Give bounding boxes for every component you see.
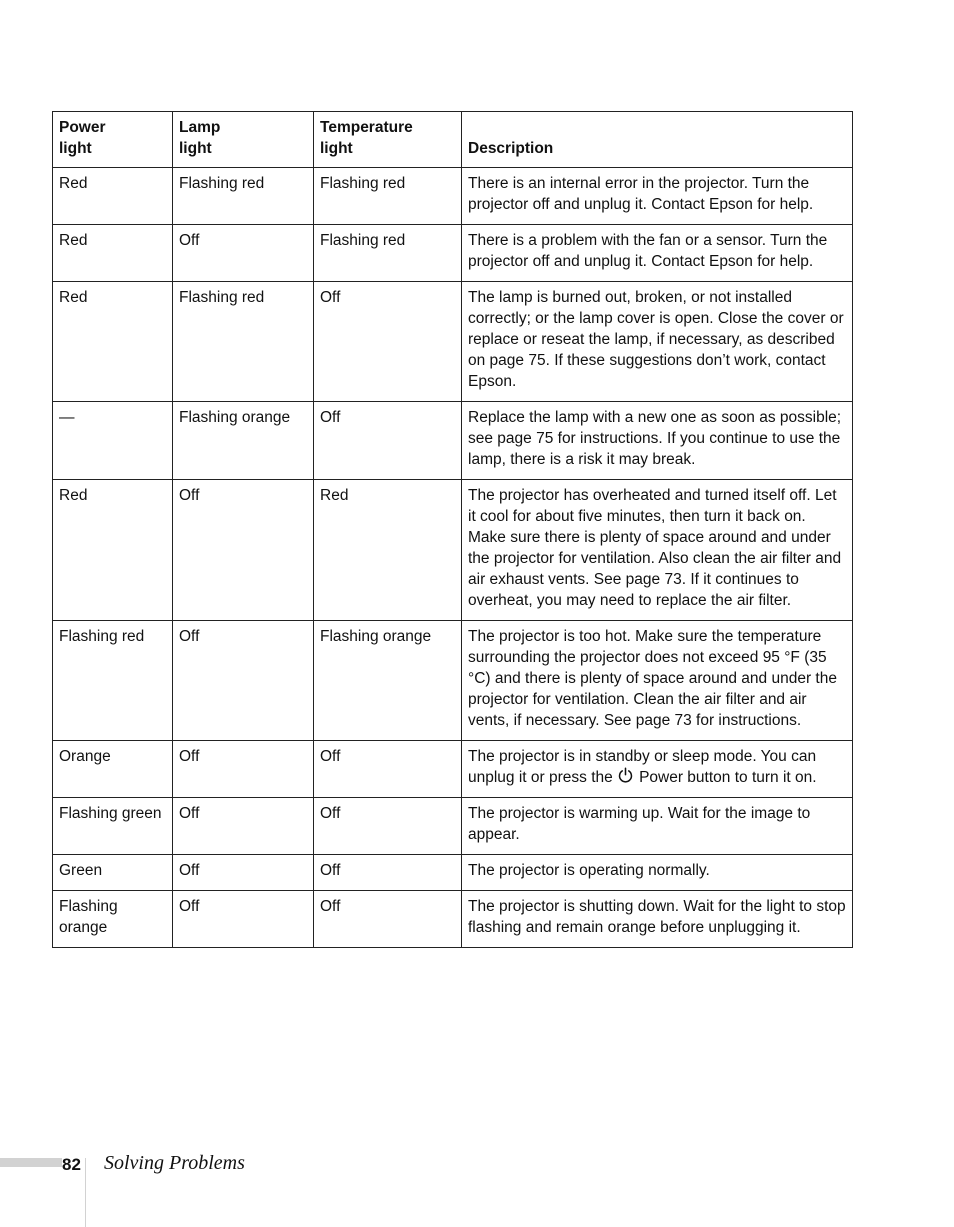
power-symbol-icon <box>617 767 634 784</box>
description-cell: There is an internal error in the projector. Turn the projector off and unplug it. Contact Epson for help. <box>462 168 853 225</box>
temperature-light-cell: Off <box>314 282 462 402</box>
footer-divider <box>85 1158 86 1227</box>
lamp-light-cell: Off <box>173 621 314 741</box>
header-description: Description <box>462 112 853 168</box>
description-cell: Replace the lamp with a new one as soon as possible; see page 75 for instructions. If you continue to use the lamp, there is a risk it may break. <box>462 402 853 480</box>
table-row <box>53 168 853 225</box>
table-header-row <box>53 112 853 168</box>
power-light-cell: Flashing red <box>53 621 173 741</box>
description-cell: The lamp is burned out, broken, or not installed correctly; or the lamp cover is open. Close the cover or replace or reseat the lamp, if necessary, as described on page 75. If these suggestions don’t work, contact Epson. <box>462 282 853 402</box>
lamp-light-cell: Flashing red <box>173 168 314 225</box>
power-light-cell: Flashing green <box>53 798 173 855</box>
table-row <box>53 402 853 480</box>
description-cell: There is a problem with the fan or a sensor. Turn the projector off and unplug it. Contact Epson for help. <box>462 225 853 282</box>
table-row <box>53 855 853 891</box>
temperature-light-cell: Off <box>314 855 462 891</box>
header-lamp-light: Lamp light <box>173 112 314 168</box>
table-row <box>53 480 853 621</box>
power-light-cell: Red <box>53 168 173 225</box>
description-cell: The projector is too hot. Make sure the temperature surrounding the projector does not exceed 95 °F (35 °C) and there is plenty of space around and under the projector for ventilation. Clean the air filter and air vents, if necessary. See page 73 for instructions. <box>462 621 853 741</box>
footer-bar <box>0 1158 62 1167</box>
lamp-light-cell: Off <box>173 480 314 621</box>
lamp-light-cell: Off <box>173 741 314 798</box>
lamp-light-cell: Flashing orange <box>173 402 314 480</box>
power-light-cell: Red <box>53 225 173 282</box>
power-light-cell: Green <box>53 855 173 891</box>
temperature-light-cell: Off <box>314 402 462 480</box>
description-text: button to turn it on. <box>683 769 817 786</box>
power-light-cell: Red <box>53 282 173 402</box>
power-light-cell: Orange <box>53 741 173 798</box>
temperature-light-cell: Off <box>314 741 462 798</box>
lamp-light-cell: Off <box>173 891 314 948</box>
description-cell: The projector is warming up. Wait for the image to appear. <box>462 798 853 855</box>
lamp-light-cell: Flashing red <box>173 282 314 402</box>
description-cell: The projector has overheated and turned itself off. Let it cool for about five minutes, then turn it back on. Make sure there is plenty of space around and under the projector for ventilation. Also clean the air filter and air exhaust vents. See page 73. If it continues to overheat, you may need to replace the air filter. <box>462 480 853 621</box>
power-light-cell: — <box>53 402 173 480</box>
temperature-light-cell: Off <box>314 798 462 855</box>
page-number: 82 <box>62 1155 81 1174</box>
lamp-light-cell: Off <box>173 225 314 282</box>
table-row <box>53 891 853 948</box>
table-row <box>53 282 853 402</box>
description-cell: The projector is operating normally. <box>462 855 853 891</box>
temperature-light-cell: Flashing red <box>314 168 462 225</box>
power-light-cell: Red <box>53 480 173 621</box>
temperature-light-cell: Flashing orange <box>314 621 462 741</box>
table-row <box>53 798 853 855</box>
status-light-table <box>52 111 853 948</box>
table-row <box>53 225 853 282</box>
lamp-light-cell: Off <box>173 798 314 855</box>
description-text: The projector is in standby or sleep mode. You can unplug it or press the <box>468 748 817 786</box>
power-light-cell: Flashing orange <box>53 891 173 948</box>
lamp-light-cell: Off <box>173 855 314 891</box>
temperature-light-cell: Red <box>314 480 462 621</box>
power-button-label: Power <box>639 769 683 786</box>
description-cell: The projector is shutting down. Wait for the light to stop flashing and remain orange before unplugging it. <box>462 891 853 948</box>
temperature-light-cell: Flashing red <box>314 225 462 282</box>
table-row <box>53 741 853 798</box>
section-title: Solving Problems <box>104 1152 245 1174</box>
header-temperature-light: Temperature light <box>314 112 462 168</box>
table-row <box>53 621 853 741</box>
temperature-light-cell: Off <box>314 891 462 948</box>
description-cell <box>462 741 853 798</box>
header-power-light: Power light <box>53 112 173 168</box>
